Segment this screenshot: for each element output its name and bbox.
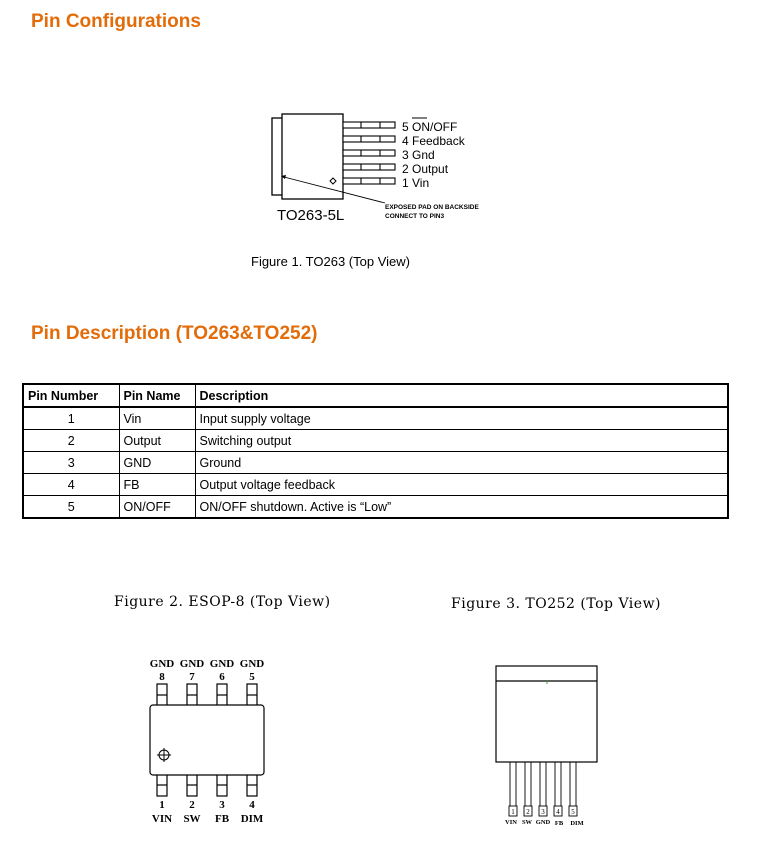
- to252-pin3-name: GND: [535, 819, 551, 826]
- to252-pin4-number: 4: [556, 808, 560, 816]
- cell-description: Input supply voltage: [195, 407, 728, 430]
- cell-pin-name: Vin: [119, 407, 195, 430]
- cell-pin-name: GND: [119, 452, 195, 474]
- esop8-pin2-name: SW: [183, 813, 201, 825]
- esop8-pin6-name: GND: [209, 658, 235, 670]
- esop8-pin8-number: 8: [159, 671, 165, 683]
- esop8-pin7-name: GND: [179, 658, 205, 670]
- to252-diagram: [490, 660, 605, 832]
- esop8-pin8-name: GND: [149, 658, 175, 670]
- header-pin-number: Pin Number: [23, 384, 119, 407]
- cell-pin-number: 2: [23, 430, 119, 452]
- cell-description: Ground: [195, 452, 728, 474]
- esop8-pin7-number: 7: [189, 671, 195, 683]
- cell-pin-name: FB: [119, 474, 195, 496]
- to263-pin5-label: 5 ON/OFF: [402, 120, 458, 134]
- to263-pin1-label: 1 Vin: [402, 176, 430, 190]
- esop8-pin3-number: 3: [219, 799, 225, 811]
- cell-description: Switching output: [195, 430, 728, 452]
- esop8-pin1-number: 1: [159, 799, 165, 811]
- table-row: [23, 407, 728, 430]
- esop8-pin6-number: 6: [219, 671, 225, 683]
- exposed-pad-note-2: CONNECT TO PIN3: [385, 213, 445, 220]
- cell-pin-number: 3: [23, 452, 119, 474]
- to252-pin2-name: SW: [521, 819, 533, 826]
- esop8-pin5-name: GND: [239, 658, 265, 670]
- table-row: [23, 474, 728, 496]
- to252-pin4-name: FB: [554, 820, 564, 827]
- esop8-pin1-name: VIN: [151, 813, 173, 825]
- table-row: [23, 430, 728, 452]
- to252-pin5-number: 5: [571, 808, 575, 816]
- cell-description: Output voltage feedback: [195, 474, 728, 496]
- cell-pin-number: 4: [23, 474, 119, 496]
- pin-description-table: [22, 383, 729, 519]
- to263-pin4-label: 4 Feedback: [402, 134, 465, 148]
- to252-pin3-number: 3: [541, 808, 545, 816]
- to252-pin1-number: 1: [511, 808, 515, 816]
- figure3-caption: Figure 3. TO252 (Top View): [451, 596, 662, 612]
- pin-description-heading: Pin Description (TO263&TO252): [31, 323, 318, 344]
- to252-pin2-number: 2: [526, 808, 530, 816]
- header-pin-name: Pin Name: [119, 384, 195, 407]
- to263-diagram: [265, 110, 525, 230]
- esop8-diagram: [140, 654, 280, 829]
- table-header-row: [23, 384, 728, 407]
- header-description: Description: [195, 384, 728, 407]
- esop8-pin2-number: 2: [189, 799, 195, 811]
- figure1-caption: Figure 1. TO263 (Top View): [251, 254, 410, 269]
- cell-pin-name: ON/OFF: [119, 496, 195, 519]
- table-row: [23, 496, 728, 519]
- exposed-pad-note-1: EXPOSED PAD ON BACKSIDE: [385, 204, 479, 211]
- to252-pin5-name: DIM: [570, 820, 584, 827]
- table-row: [23, 452, 728, 474]
- cell-pin-number: 5: [23, 496, 119, 519]
- esop8-pin4-name: DIM: [240, 813, 264, 825]
- esop8-pin4-number: 4: [249, 799, 255, 811]
- cell-description: ON/OFF shutdown. Active is “Low”: [195, 496, 728, 519]
- pin-configurations-heading: Pin Configurations: [31, 11, 201, 32]
- to263-package-label: TO263-5L: [277, 207, 345, 224]
- esop8-pin5-number: 5: [249, 671, 255, 683]
- esop8-pin3-name: FB: [214, 813, 230, 825]
- to263-pin2-label: 2 Output: [402, 162, 449, 176]
- to252-pin1-name: VIN: [505, 819, 517, 826]
- cell-pin-number: 1: [23, 407, 119, 430]
- to263-pin3-label: 3 Gnd: [402, 148, 435, 162]
- cell-pin-name: Output: [119, 430, 195, 452]
- figure2-caption: Figure 2. ESOP-8 (Top View): [114, 594, 331, 610]
